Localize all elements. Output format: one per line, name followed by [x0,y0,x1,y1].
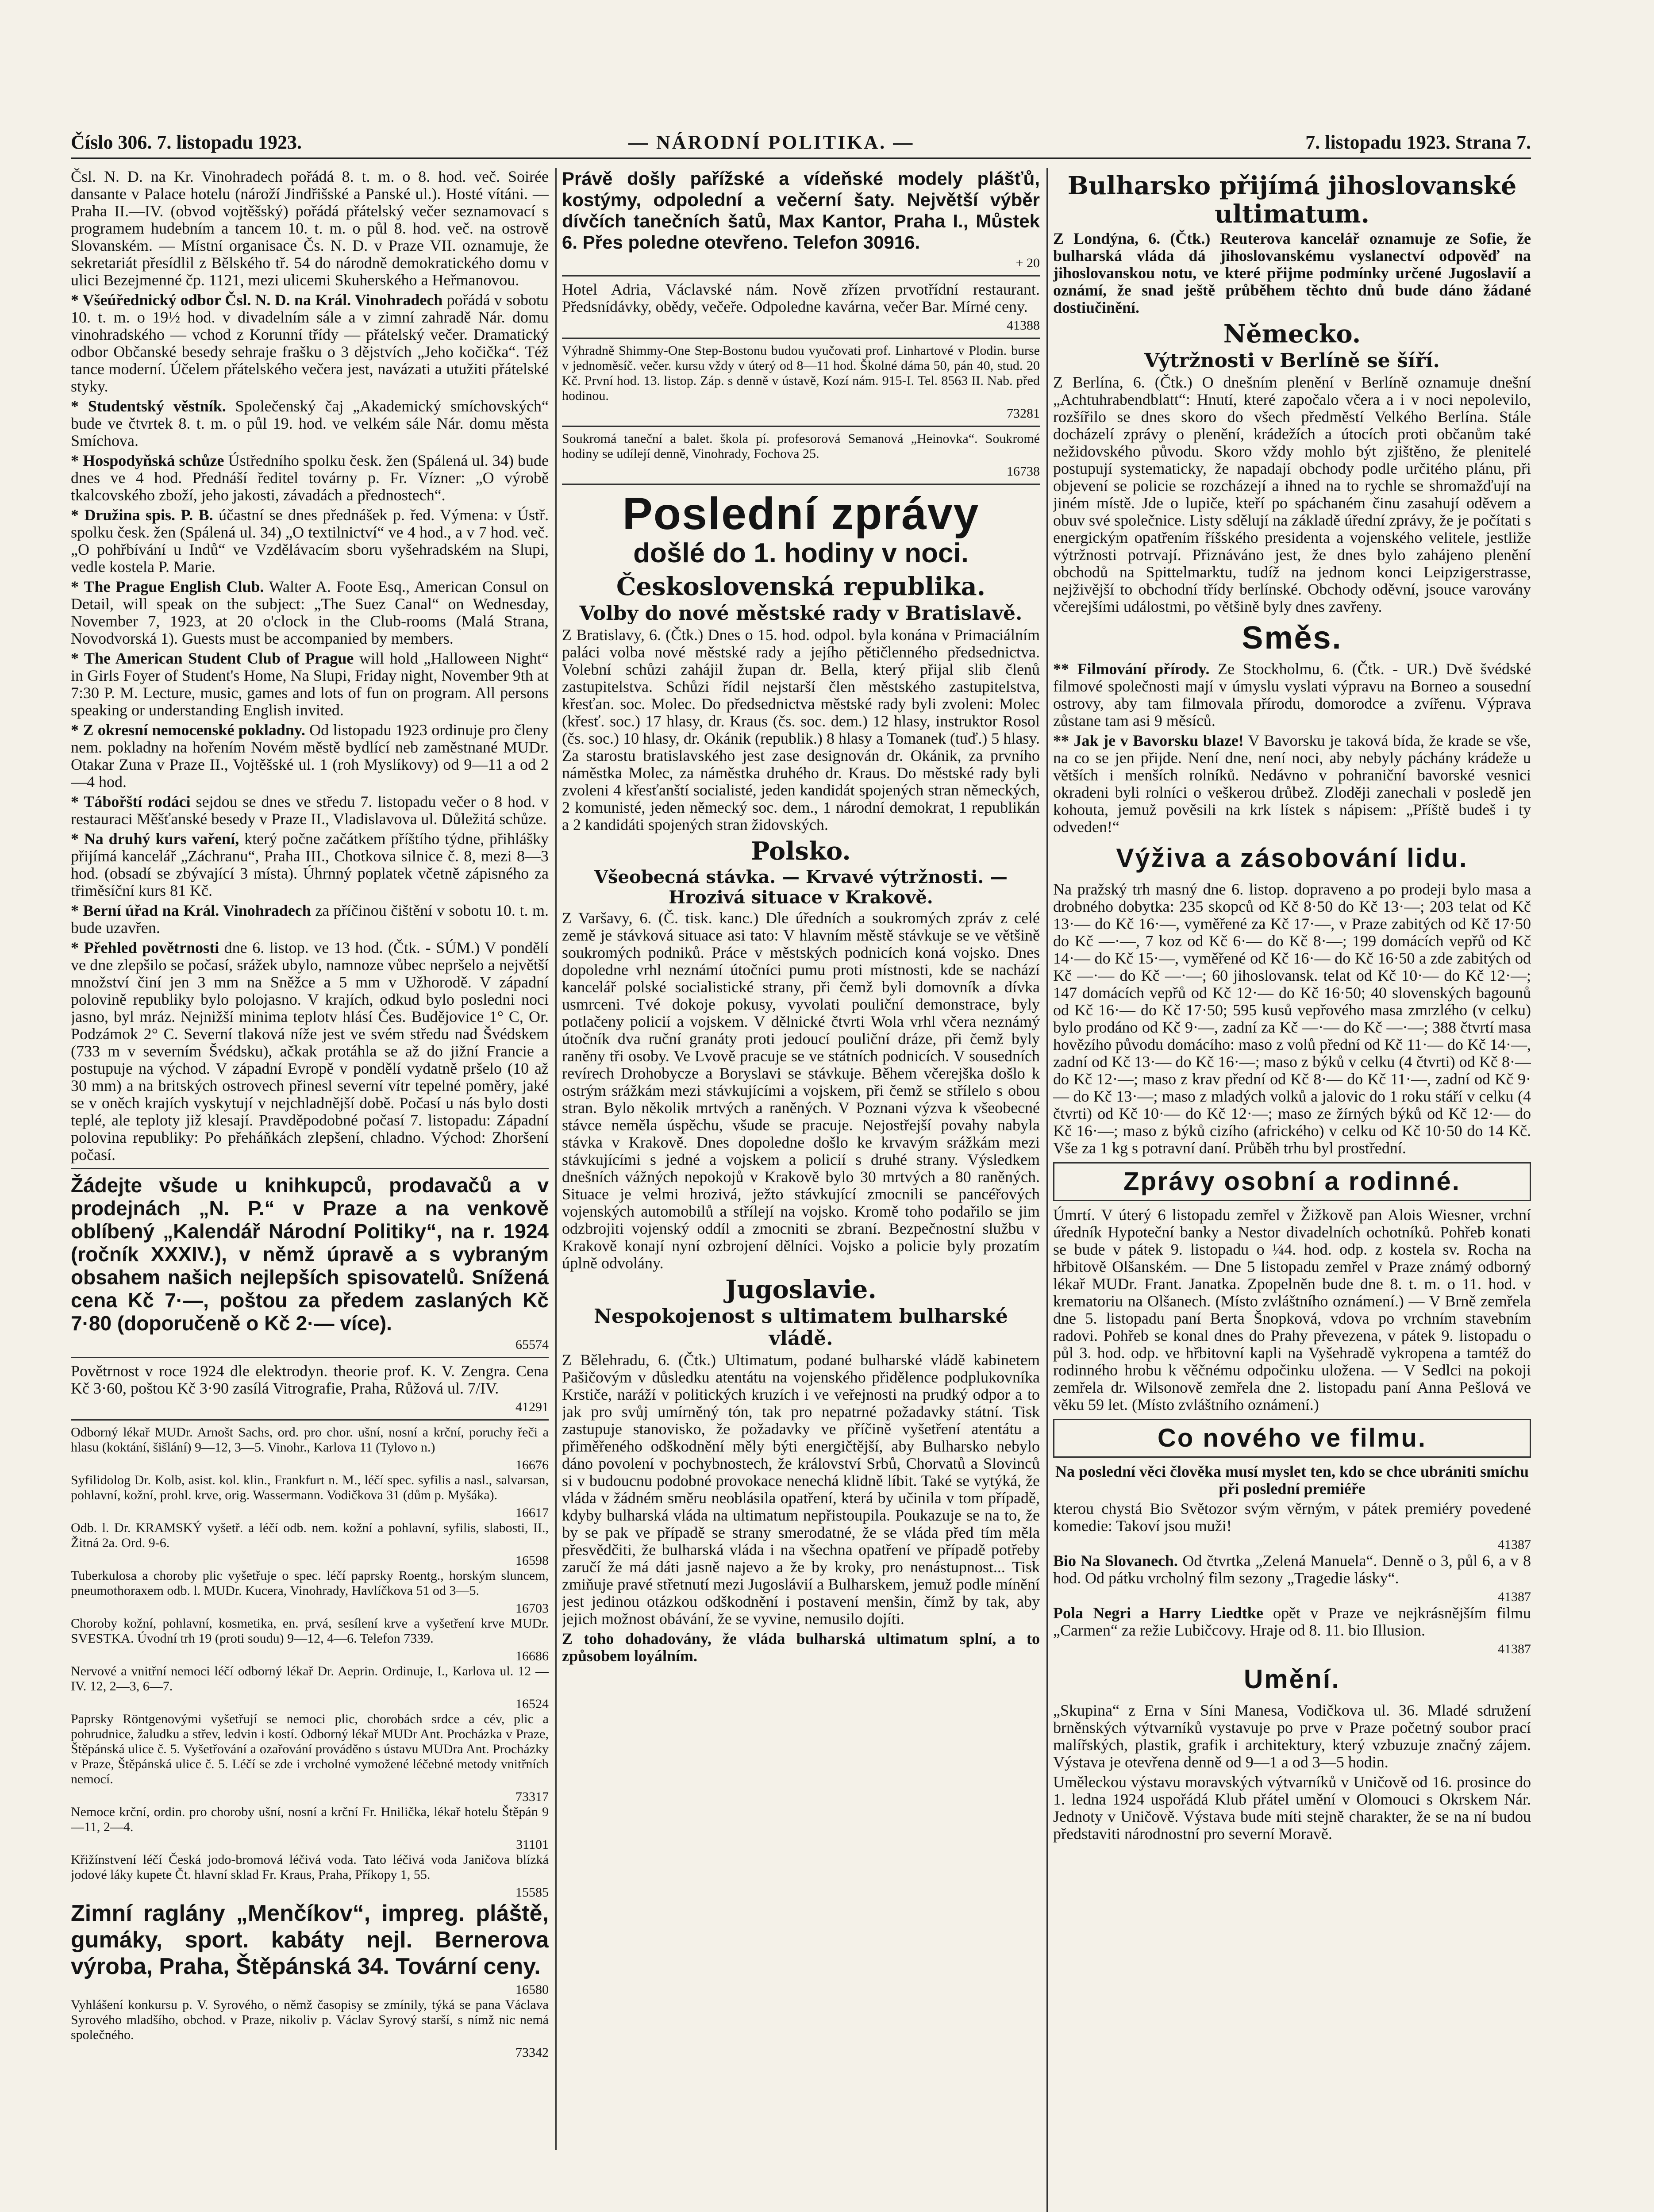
news-item [1053,661,1531,730]
news-item [71,830,549,899]
film-headline: Na poslední věci člověka musí myslet ten, kdo se chce ubrániti smíchu při poslední premiéře [1055,1463,1529,1498]
section-title: Německo. [1223,319,1361,349]
hotel-ad: Hotel Adria, Václavské nám. Nově zřízen prvotřídní restaurant. Předsnídávky, obědy, večeře. Odpoledne kavárna, večer Bar. Mírné ceny. [562,280,1040,315]
ad-code: 41388 [1007,318,1040,333]
item-lead: * Na druhý kurs vaření, [71,830,239,848]
classified-ad: Paprsky Röntgenovými vyšetřují se nemoci plic, chorobách srdce a cév, plic a pohrudnice, žaludku a střev, ledvin i kostí. Odborný lékař MUDr Ant. Procházka v Praze, Štěpánská ulice č. 5. Vyšetřování a ozařování prováděno s ústavu MUDra Ant. Procházky v Praze, Štěpánská ulice č. 5. Léčí se zde i vrcholné vymožené léčebné metody vnitřních nemocí. [71,1712,549,1786]
notice-ad: Vyhlášení konkursu p. V. Syrového, o němž časopisy se zmínily, týká se pana Václava Syrového mladšího, obchod. v Praze, nikoliv p. Václav Syrový starší, s nímž nic nemá společného. [71,1997,549,2042]
news-item [71,650,549,719]
ad-code: 16598 [515,1553,549,1568]
ad-code: 41387 [1498,1642,1531,1656]
classified-ad: Křižínstvení léčí Česká jodo-bromová léčivá voda. Tato léčivá voda Janičova blízká jodové láky kupete Čt. hlavní sklad Fr. Kraus, Praha, Příkopy 1, 55. [71,1852,549,1882]
news-item [1053,732,1531,836]
divider [562,275,1040,276]
weather-report [71,939,549,1164]
item-text: Ze Stockholmu, 6. (Čtk. - UR.) Dvě švédské filmové společnosti mají v úmyslu vyslati výpravu na Borneo a sousední ostrovy, aby tam filmovala přírodu, domorodce a zvířenu. Výprava zůstane tam asi 9 měsíců. [1053,660,1531,730]
item-lead: * Berní úřad na Král. Vinohradech [71,902,311,919]
page-header [71,131,1531,159]
news-item [71,292,549,395]
divider [71,1357,549,1358]
market-report: Na pražský trh masný dne 6. listop. dopraveno a po prodeji bylo masa a drobného dobytka: 235 skopců od Kč 8·50 do Kč 13·—; 203 telat od Kč 13·— do Kč 16·—, vyměřené za Kč 17·—, v Praze zabitých od Kč 17·50 do Kč —·—, 7 koz od Kč 6·— do Kč 8·—; 199 domácích vepřů od Kč 14·— do Kč 15·—, vyměřené od Kč 16·— do Kč 16·50 a zde zabitých od Kč —·— do Kč —·—; 60 jihoslovansk. telat od Kč 10·— do Kč 12·—; 147 domácích vepřů od Kč 12·— do Kč 16·50; 40 slovenských bagounů od Kč 16·— do Kč 17·50; 595 kusů vepřového masa zmrzlého (v celku) bylo prodáno od Kč 9·—, zadní za Kč —·— do Kč —·—; 388 čtvrtí masa hovězího původu domácího: maso z volů přední od Kč 11·— do Kč 14·—, zadní od Kč 13·— do Kč 16·—; maso z býků v celku (4 čtvrti) od Kč 8·— do Kč 12·—; maso z krav přední od Kč 8·— do Kč 11·—, zadní od Kč 9·— do Kč 13·—; maso z mladých volků a jalovic do 1 roku stáří v celku (4 čtvrti) od Kč 10·— do Kč 12·—; maso ze žírných býků od Kč 12·— do Kč 16·—; maso z býků cizího (afrického) v celku od Kč 10·50 do 14 Kč. Vše za 1 kg s potravní daní. Průběh trhu byl prostřední. [1053,880,1531,1157]
classified-ad: Nemoce krční, ordin. pro choroby ušní, nosní a krční Fr. Hnilička, lékař hotelu Štěpán 9—11, 2—4. [71,1805,549,1834]
ad-code: 16738 [1007,464,1040,479]
section-title: Československá republika. [616,572,986,601]
column-divider [555,168,557,2150]
item-lead: * Studentský věstník. [71,397,226,415]
ad-code: 73317 [515,1790,549,1804]
item-text: účastní se dnes přednášek p. řed. Výmena: v Ústř. spolku česk. žen (Spálená ul. 34) „O textilnictví“ ve 4 hod., a v 7 hod. več. „O pohřbívání u Indů“ ve Vzdělávacím sboru vyšehradském na Slupi, vedle kostela P. Marie. [71,506,549,576]
ad-code: 15585 [515,1885,549,1900]
news-item: Čsl. N. D. na Kr. Vinohradech pořádá 8. t. m. o 8. hod. več. Soirée dansante v Palace hotelu (nároží Jindřišské a Panské ul.). Hosté vítáni. — Praha II.—IV. (obvod vojtěšský) pořádá přátelský večer seznamovací s programem hudebním a tancem 10. t. m. o půl 8. hod. več. na ostrově Slovanském. — Místní organisace Čs. N. D. v Praze VII. oznamuje, že sekretariát přesídlil z Bělského tř. 54 do národně demokratického domu v ulici Bezejmenné čp. 1121, mezi ulicemi Skuherského a Heřmanovou. [71,168,549,289]
ad-code: 41387 [1498,1590,1531,1604]
ad-code: 31101 [516,1837,549,1852]
calendar-ad: Žádejte všude u knihkupců, prodavačů a v prodejnách „N. P.“ v Praze a na venkově oblíbený „Kalendář Národní Politiky“, na r. 1924 (ročník XXXIV.), v němž úpravě a s vybraným obsahem našich nejlepších spisovatelů. Snížená cena Kč 7·—, poštou za předem zaslaných Kč 7·80 (doporučeně o Kč 2·— více). [71,1174,549,1335]
raincoat-ad: Zimní raglány „Menčíkov“, impreg. pláště, gumáky, sport. kabáty nejl. Bernerova výroba, Praha, Štěpánská 34. Tovární ceny. [71,1901,549,1979]
divider [71,1168,549,1169]
divider [71,1419,549,1421]
item-lead: * Z okresní nemocenské pokladny. [71,721,305,739]
film-item [1053,1552,1531,1587]
ad-code: 41387 [1498,1537,1531,1552]
article-text: Z Bělehradu, 6. (Čtk.) Ultimatum, podané bulharské vládě kabinetem Pašičovým v důsledku atentátu na vojenského přidělence podplukovníka Krstiče, naráží v politických kruzích i ve veřejnosti na prudký odpor a to jak pro svůj umírněný tón, tak pro nepatrné požadavky státní. Tisk zastupuje stanovisko, že požadavky ve příčině vyšetření atentátu a přiměřeného odškodnění měly býti energičtější, aby Bulharsko nebylo dáno povolení v pochybnostech, že království Srbů, Chorvatů a Slovinců si v budoucnu podobné provokace nenechá klidně líbit. Také se vytýká, že vláda v žádném směru neoblásila opatření, která by učinila v tom případě, kdyby bulharská vláda na ultimatum nepřistoupila. Poukazuje se na to, že by se pak ve případě se strany smerodatné, že se vláda před tím měla přesvědčiti, že bulharská vláda i na všechna opatření ve případě potřeby zaručí že má dáti jasně najevo a že by kroky, pro nenástupnost... Tisk zmiňuje pravé střetnutí mezi Jugoslávií a Bulharskem, jemuž podle mínění jest jedinou otázkou odškodnění i postavení menšin, čímž by tak, aby jejich možnost obávání, že se vyvine, nemusilo dojíti. [562,1351,1040,1628]
news-item [71,722,549,791]
item-lead: * Přehled povětrnosti [71,939,219,956]
item-text: dne 6. listop. ve 13 hod. (Čtk. - SÚM.) V pondělí ve dne zlepšilo se počasí, srážek ubylo, namnoze vůbec nepršelo a největší množství činí jen 3 mm na Sněžce a 5 mm v Užhorodě. V západní polovině republiky bylo polojasno. V krajích, odkud bylo posledni noci jasno, byl mráz. Nejnižší minima teplotv hlásí Čes. Budějovice 1° C, Or. Podzámok 2° C. Severní tlaková níže jest ve svém středu nad Švédskem (733 m v severním Švédsku), ačkak protáhla se až do jižní Francie a postupuje na východ. V západní Evropě v pondělí vydatně pršelo (10 až 30 mm) a na britských ostrovech přinesl severní vítr tepelné poměry, jaké se v oněch krajích vyskytují v nejchladnější době. Počasí u nás bylo dosti teplé, ale teploty již klesají. Pravděpodobné počasí 7. listopadu: Západní polovina republiky: Po přeháňkách zlepšení, chladno. Východ: Zhoršení počasí. [71,939,549,1164]
column-left [71,168,549,2150]
article-text: Z toho dohadovány, že vláda bulharská ultimatum splní, a to způsobem loyálním. [562,1630,1040,1665]
article-headline: Volby do nové městské rady v Bratislavě. [579,602,1023,625]
item-lead: Pola Negri a Harry Liedtke [1053,1604,1263,1622]
article-headline: Výtržnosti v Berlíně se šíří. [1144,349,1440,372]
dance-ad: Výhradně Shimmy-One Step-Bostonu budou vyučovati prof. Linhartové v Plodin. burse v jednoměsíč. večer. kursu vždy v úterý od 8—11 hod. Školné dáma 50, pán 40, stud. 20 Kč. První hod. 13. listop. Záp. s denně v ústavě, Kozí nám. 915-I. Tel. 8563 II. Nab. před hodinou. [562,343,1040,403]
column-middle [562,168,1040,2212]
item-lead: Bio Na Slovanech. [1053,1552,1178,1570]
article-headline: Všeobecná stávka. — Krvavé výtržnosti. — Hrozivá situace v Krakově. [594,867,1008,908]
latest-news-subbanner: došlé do 1. hodiny v noci. [633,538,969,568]
item-lead: ** Filmování přírody. [1053,660,1210,678]
article-text: Z Berlína, 6. (Čtk.) O dnešním plenění v Berlíně oznamuje dnešní „Achtuhrabendblatt“: Hnutí, které započalo včera a i v noci nepolevilo, rozšířilo se dnes skoro do všech předměstí Velkého Berlína. Stále docházelí zprávy o plenění, krádežích a útocích proti občanům také nežidovského původu. Skoro vždy mohlo být zjištěno, že plenitelé postupují systematicky, že napadají obchody podle určitého plánu, při objevení se policie se rozcházejí a ihned na to rychle se shromažďují na jiném místě. Jde o lupiče, kteří po spáchaném činu zasahují oděvem a obuv své společnice. Listy sdělují na základě úřední zprávy, že je počítati s energickým opatřením říšského presidenta a vojenského velitele, jestliže výtržnosti potrvají. Přiznáváno jest, že dnes bylo zahájeno plenění obchodů na Spittelmarktu, tudíž na jednom konci Leipzigerstrasse, nejživější to obchodní třídy berlínské. Obchody oděvní, jsouce varovány včerejšími událostmi, po většině byly dnes zavřeny. [1053,373,1531,615]
classified-ad: Choroby kožní, pohlavní, kosmetika, en. prvá, sesílení krve a vyšetření krve MUDr. SVESTKA. Úvodní trh 19 (proti soudu) 9—12, 4—6. Telefon 7339. [71,1616,549,1646]
item-text: Od čtvrtka „Zelená Manuela“. Denně o 3, půl 6, a v 8 hod. Od pátku vrcholný film sezony „Tragedie lásky“. [1053,1552,1531,1587]
section-title: Výživa a zásobování lidu. [1116,843,1468,873]
article-text: Z Bratislavy, 6. (Čtk.) Dnes o 15. hod. odpol. byla konána v Primaciálním paláci volba nové městské rady a jejího pětičlenného předsednictva. Volební schůzi zahájil župan dr. Bella, který přijal slib členů zastupitelstva. Schůzi řídil nejstarší člen městského zastupitelstva, křesťan. soc. Molec. Do předsednictva městské rady byli zvoleni: Molec (křesť. soc.) 17 hlasy, dr. Kraus (čs. soc. dem.) 12 hlasy, instruktor Rosol (čs. soc.) 10 hlasy, dr. Okánik (republik.) 8 hlasy a Tomanek (tuď.) 5 hlasy. Za starostu bratislavského jest zase designován dr. Okánik, za prvního náměstka Molec, za náměstka druhého dr. Kraus. Do městské rady byli zvoleni 4 křesťanští socialisté, jeden kandidát spojených stran německých, 2 komunisté, jeden německý soc. dem., 1 národní demokrat, 1 republikán a 2 kandidáti spojených stran židovských. [562,626,1040,833]
classified-ad: Nervové a vnitřní nemoci léčí odborný lékař Dr. Aeprin. Ordinuje, I., Karlova ul. 12 — IV. 12, 2—3, 6—7. [71,1664,549,1694]
news-item [71,793,549,828]
ad-code: 16703 [515,1601,549,1616]
article-text: Z Varšavy, 6. (Č. tisk. kanc.) Dle úředních a soukromých zpráv z celé země je stávková situace asi tato: V hlavním městě stávkuje se ve většině soukromých podniků. Práce v městských podnicích koná vojsko. Dnes dopoledne vrhl neznámí útočníci pumu proti místnosti, kde se nachází kancelář polské socialistické strany, při čemž byli domovník a dívka usmrceni. Tvé dokoje pokusy, vyvolati pouliční demonstrace, byly potlačeny policií a vojskem. V dělnické čtvrti Wola vrhl včera neznámý útočník dva ruční granáty proti jedoucí pouliční dráze, při čemž byly raněny tři osoby. Ve Lvově pracuje se ve státních podnicích. V sousedních revírech Drohobycze a Boryslavi se stávkuje. Během včerejška došlo k ostrým srážkám mezi stávkujícími a vojskem, při čemž se střílelo s obou stran. Bylo několik mrtvých a raněných. V Poznani výzva k všeobecné stávce neměla úspěchu, všude se pracuje. Nejostřejší povahy nabyla stávka v Krakově. Dnes dopoledne došlo ke krvavým srážkám mezi stávkujícími s jedné a vojskem a policií s druhé strany. Výsledkem dnešních vážných nepokojů v Krakově bylo 30 mrtvých a 80 raněných. Situace je velmi hrozivá, ježto stávkující zmocnili se pancéřových vojenských automobilů a střílejí na vojsko. Kromě toho podařilo se jim odzbrojiti vojenský oddíl a zmocniti se zbraní. Bezpečnostní službu v Krakově konají nyní ozbrojení dělníci. Vojsko a policie byly prozatím úplně odvolány. [562,909,1040,1272]
item-lead: ** Jak je v Bavorsku blaze! [1053,732,1244,749]
section-title: Zprávy osobní a rodinné. [1053,1162,1531,1201]
item-lead: * Tábořští rodáci [71,793,191,810]
item-lead: * Hospodyňská schůze [71,452,224,469]
news-item [71,902,549,937]
section-title: Jugoslavie. [725,1275,877,1304]
ad-code: 41291 [515,1400,549,1414]
section-title: Co nového ve filmu. [1053,1419,1531,1458]
ad-code: 16580 [515,1982,549,1997]
latest-news-banner: Poslední zprávy [622,488,980,539]
classified-ad: Povětrnost v roce 1924 dle elektrodyn. theorie prof. K. V. Zengra. Cena Kč 3·60, poštou Kč 3·90 zasílá Vitrografie, Praha, Růžová ul. 7/IV. [71,1362,549,1397]
fashion-ad: Právě došly pařížské a vídeňské modely plášťů, kostýmy, odpolední a večerní šaty. Největší výběr dívčích tanečních šatů, Max Kantor, Praha I., Můstek 6. Přes poledne otevřeno. Telefon 30916. [562,168,1040,253]
classified-ad: Syfilidolog Dr. Kolb, asist. kol. klin., Frankfurt n. M., léčí spec. syfilis a nasl., salvarsan, pohlavní, kožní, prohl. krve, orig. Wassermann. Vodičkova 31 (dům p. Myšáka). [71,1473,549,1502]
item-text: který počne začátkem příštího týdne, přihlášky přijímá kancelář „Záchranu“, Praha III., Chotkova silnice č. 8, mezi 8—3 hod. (obsadí se zbývající 3 místa). Úhrnný poplatek včetně zápisného za třiměsíční kurs 81 Kč. [71,830,549,899]
divider [562,484,1040,485]
film-text: kterou chystá Bio Světozor svým věrným, v pátek premiéry povedené komedie: Takoví jsou muži! [1053,1500,1531,1535]
film-item [1053,1605,1531,1639]
item-text: sejdou se dnes ve středu 7. listopadu večer o 8 hod. v restauraci Měšťanské besedy v Praze II., Vladislavova ul. Důležitá schůze. [71,793,549,828]
issue-number-date: Číslo 306. 7. listopadu 1923. [71,131,302,153]
ad-code: 73342 [515,2045,549,2060]
item-lead: * Všeúřednický odbor Čsl. N. D. na Král. Vinohradech [71,291,443,309]
section-title: Umění. [1243,1664,1341,1694]
art-item: Uměleckou výstavu moravských výtvarníků v Uničově od 16. prosince do 1. ledna 1924 uspořádá Klub přátel umění v Olomouci s Okrskem Nár. Jednoty v Uničově. Výstava bude míti stejně charakter, že se na ní budou představiti národnostní pro severní Moravě. [1053,1773,1531,1843]
page-number: 7. listopadu 1923. Strana 7. [1305,131,1531,153]
classified-ad: Odb. l. Dr. KRAMSKÝ vyšetř. a léčí odb. nem. kožní a pohlavní, syfilis, slabosti, II., Žitná 2a. Ord. 9-6. [71,1521,549,1550]
item-lead: * The American Student Club of Prague [71,649,354,667]
item-text: pořádá v sobotu 10. t. m. o 19½ hod. v divadelním sále a v zimní zahradě Nár. domu vinohradského — vchod z Korunní třídy — přátelský večer. Dramatický odbor Občanské besedy sehraje frašku o 3 dějstvích „Jeho kočička“. Též tance moderní. Účelem přátelského večera jest, navázati a utužiti přátelské styky. [71,291,549,395]
ad-code: 65574 [515,1337,549,1352]
divider [562,338,1040,339]
ad-code: 16617 [515,1505,549,1520]
article-headline: Nespokojenost s ultimatem bulharské vládě. [593,1305,1008,1350]
section-title: Směs. [1242,620,1342,656]
divider [562,426,1040,427]
item-text: Společenský čaj „Akademický smíchovských“ bude ve čtvrtek 8. t. m. o půl 19. hod. ve velkém sále Nár. domu města Smíchova. [71,397,549,449]
ad-code: 16686 [515,1649,549,1663]
column-right [1053,168,1531,2212]
art-item: „Skupina“ z Erna v Síni Manesa, Vodičkova ul. 36. Mladé sdružení brněnských výtvarníků vystavuje po prve v Praze početný soubor prací malířských, plastik, grafik i architektury, který vzbuzuje značný zájem. Výstava je otevřena denně od 9—1 a od 3—5 hodin. [1053,1701,1531,1771]
ad-code: 16524 [515,1697,549,1711]
item-lead: * The Prague English Club. [71,578,264,595]
classified-ad: Tuberkulosa a choroby plic vyšetřuje o spec. léčí paprsky Roentg., horským sluncem, pneumothoraxem odb. l. MUDr. Kucera, Vinohrady, Havlíčkova 51 od 3—5. [71,1568,549,1598]
item-text: za příčinou čištění v sobotu 10. t. m. bude uzavřen. [71,902,549,937]
obituary-text: Úmrtí. V úterý 6 listopadu zemřel v Žižkově pan Alois Wiesner, vrchní úředník Hypoteční banky a Nestor divadelních ochotníků. Pohřeb konati se bude v pátek 9. listopadu o ¼4. hod. odp. z kostela sv. Rocha na hřbitově Olšanském. — Dne 5 listopadu zemřel v Praze známý odborný lékař MUDr. Frant. Janatka. Zpopelněn bude dne 8. t. m. o 11. hod. v krematoriu na Olšanech. (Místo zvláštního oznámení.) — V Brně zemřela dne 5. listopadu paní Berta Šnopková, vdova po vrchním stavebním radovi. Pohřeb se konal dnes do Prahy převezena, v pátek 9. listopadu o půl 3. hod. odp. ve hřbitovní kapli na Vyšehradě vykropena a tamtéž do rodinného hrobu k věčnému odpočinku uložena. — V Sedlci na pokoji zemřela dr. Wilsonově zemřela dne 2. listopadu paní Anna Pešlová ve věku 59 let. (Místo zvláštního oznámení.) [1053,1206,1531,1413]
ad-code: + 20 [1015,256,1040,270]
item-text: V Bavorsku je taková bída, že krade se vše, na co se jen přijde. Není dne, není noci, aby nebyly páchány krádeže u větších i menších rolníků. Nedávno v pohraniční bavorské vesnici okradeni byli rolníci o veškerou drůbež. Zloději zanechali v posledě jen kohouta, jemuž pověsili na krk lístek s nápisem: „Příště budeš i ty odveden!“ [1053,732,1531,836]
news-item [71,578,549,647]
classified-ad: Odborný lékař MUDr. Arnošt Sachs, ord. pro chor. ušní, nosní a krční, poruchy řeči a hlasu (koktání, šišlání) 9—12, 3—5. Vinohr., Karlova 11 (Tylovo n.) [71,1425,549,1455]
item-text: Walter A. Foote Esq., American Consul on Detail, will speak on the subject: „The Suez Canal“ on Wednesday, November 7, 1923, at 20 o'clock in the Club-rooms (Malá Strana, Novodvorská 1). Guests must be accompanied by members. [71,578,549,647]
item-text: Od listopadu 1923 ordinuje pro členy nem. pokladny na hořením Novém městě bydlící neb zaměstnané MUDr. Otakar Zuna v Praze II., Vojtěšské ul. 1 (roh Myslíkovy) od 9—11 a od 2—4 hod. [71,721,549,791]
news-item [71,398,549,449]
ad-code: 73281 [1007,406,1040,421]
item-text: opět v Praze ve nejkrásnějším filmu „Carmen“ za režie Lubičcovy. Hraje od 8. 11. bio Illusion. [1053,1604,1531,1639]
newspaper-title: — NÁRODNÍ POLITIKA. — [628,131,915,153]
section-title: Polsko. [751,837,851,866]
column-divider [1046,168,1048,2212]
article-headline: Bulharsko přijímá jihoslovanské ultimatum. [1067,171,1517,229]
ad-code: 16676 [515,1458,549,1472]
news-item [71,507,549,576]
article-text: Z Londýna, 6. (Čtk.) Reuterova kancelář oznamuje ze Sofie, že bulharská vláda dá jihoslovanskému vyslanectví odpověď na jihoslovanskou notu, ve které přijme podmínky určené Jugoslavií a oznámí, že snad ještě průběhem těchto dnů bude dáno žádané dostiučinění. [1053,230,1531,316]
item-lead: * Družina spis. P. B. [71,506,213,524]
dance-school-ad: Soukromá taneční a balet. škola pí. profesorová Semanová „Heinovka“. Soukromé hodiny se udílejí denně, Vinohrady, Fochova 25. [562,431,1040,461]
item-text: will hold „Halloween Night“ in Girls Foyer of Student's Home, Na Slupi, Friday night, November 9th at 7:30 P. M. Lecture, music, games and lots of fun on program. All persons speaking or understanding English invited. [71,649,549,719]
news-item [71,452,549,504]
item-text: Ústředního spolku česk. žen (Spálená ul. 34) bude dnes ve 4 hod. Přednáší ředitel továrny p. Fr. Vízner: „O výrobě tkalcovského zboží, jeho jakosti, závadách a přednostech“. [71,452,549,504]
